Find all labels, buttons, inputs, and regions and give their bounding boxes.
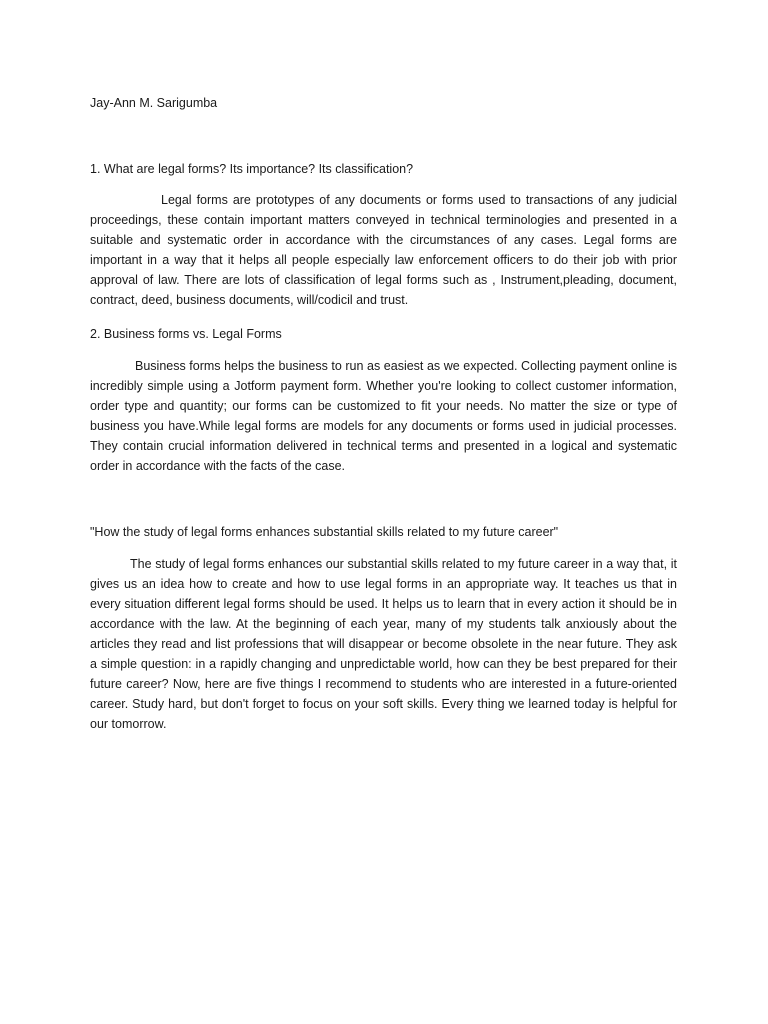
author-name: Jay-Ann M. Sarigumba [90, 96, 218, 110]
question-1-heading: 1. What are legal forms? Its importance? Its classification? [90, 162, 414, 176]
answer-3-paragraph: The study of legal forms enhances our substantial skills related to my future career in a way that, it gives us an idea how to create and how to use legal forms in an appropriate way. It teaches us that in every situation different legal forms should be used. It helps us to learn that in every action it should be in accordance with the law. At the beginning of each year, many of my students talk anxiously about the articles they read and list professions that will disappear or become obsolete in the near future. They ask a simple question: in a rapidly changing and unpredictable world, how can they be best prepared for their future career? Now, here are five things I recommend to students who are interested in a future-oriented career. Study hard, but don't forget to focus on your soft skills. Every thing we learned today is helpful for our tomorrow. [90, 557, 677, 731]
answer-2-paragraph: Business forms helps the business to run as easiest as we expected. Collecting payment online is incredibly simple using a Jotform payment form. Whether you're looking to collect customer information, order type and quantity; our forms can be customized to fit your needs. No matter the size or type of business you have.While legal forms are models for any documents or forms used in judicial processes. They contain crucial information delivered in technical terms and presented in a logical and systematic order in accordance with the facts of the case. [90, 359, 677, 473]
question-3-heading: "How the study of legal forms enhances substantial skills related to my future career" [90, 525, 559, 539]
answer-1-paragraph: Legal forms are prototypes of any documents or forms used to transactions of any judicial proceedings, these contain important matters conveyed in technical terminologies and presented in a suitable and systematic order in accordance with the circumstances of any cases. Legal forms are important in a way that it helps all people especially law enforcement officers to do their job with prior approval of law. There are lots of classification of legal forms such as , Instrument,pleading, document, contract, deed, business documents, will/codicil and trust. [90, 193, 677, 307]
question-2-heading: 2. Business forms vs. Legal Forms [90, 327, 282, 341]
